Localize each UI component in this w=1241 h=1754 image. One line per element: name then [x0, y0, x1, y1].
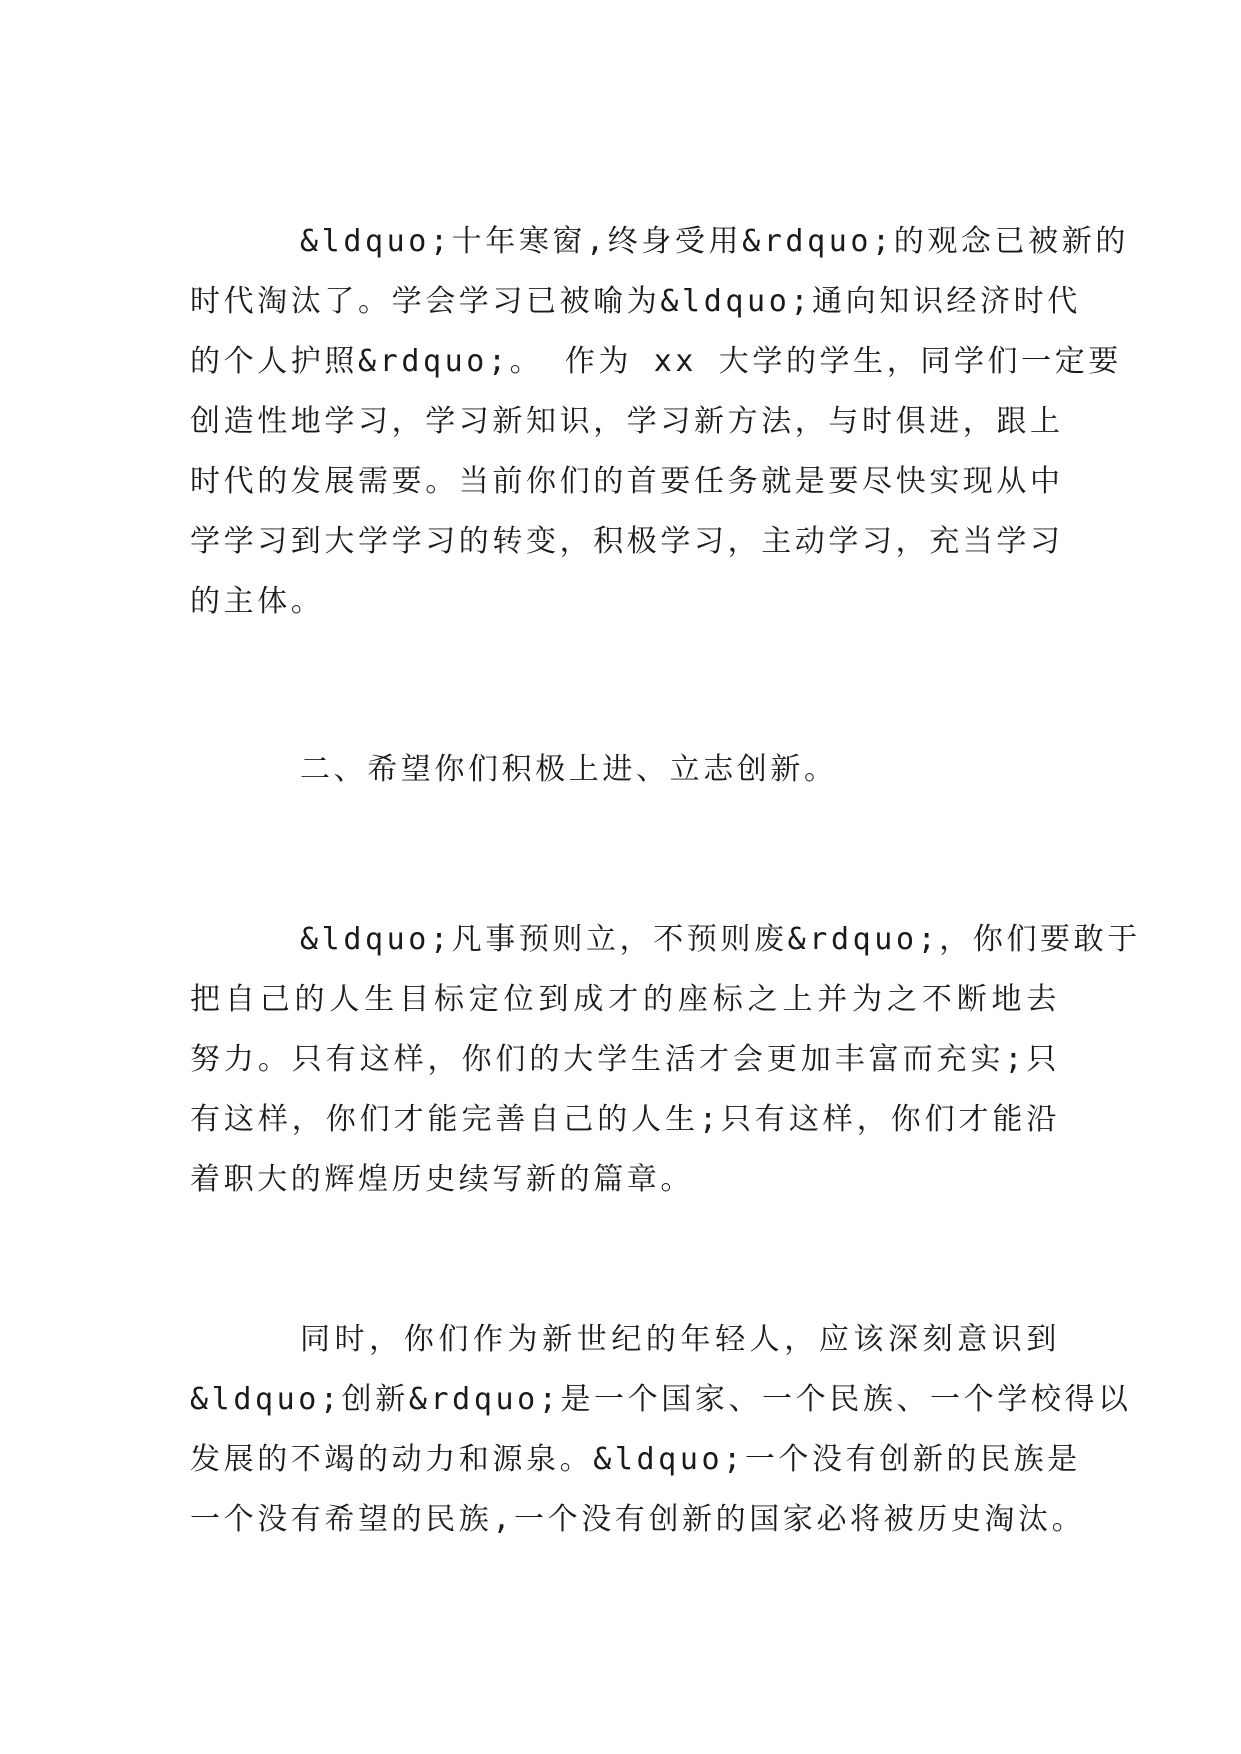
- paragraph-2: [190, 910, 1141, 1210]
- paragraph-line: &ldquo;凡事预则立，不预则废&rdquo;，你们要敢于: [300, 922, 1141, 957]
- paragraph-line: &ldquo;十年寒窗,终身受用&rdquo;的观念已被新的: [300, 224, 1129, 259]
- paragraph-line: &ldquo;创新&rdquo;是一个国家、一个民族、一个学校得以: [190, 1382, 1132, 1417]
- paragraph-line: 的个人护照&rdquo;。 作为 xx 大学的学生，同学们一定要: [190, 344, 1122, 379]
- paragraph-line: 有这样，你们才能完善自己的人生;只有这样，你们才能沿: [190, 1102, 1060, 1137]
- paragraph-line: 把自己的人生目标定位到成才的座标之上并为之不断地去: [190, 982, 1060, 1017]
- paragraph-line: 同时，你们作为新世纪的年轻人，应该深刻意识到: [300, 1322, 1060, 1357]
- section-heading: 二、希望你们积极上进、立志创新。: [300, 752, 838, 787]
- paragraph-1: [190, 212, 1129, 632]
- paragraph-line: 的主体。: [190, 584, 325, 619]
- paragraph-line: 时代淘汰了。学会学习已被喻为&ldquo;通向知识经济时代: [190, 284, 1081, 319]
- paragraph-line: 一个没有希望的民族,一个没有创新的国家必将被历史淘汰。: [190, 1502, 1086, 1537]
- paragraph-line: 发展的不竭的动力和源泉。&ldquo;一个没有创新的民族是: [190, 1442, 1081, 1477]
- paragraph-line: 努力。只有这样，你们的大学生活才会更加丰富而充实;只: [190, 1042, 1060, 1077]
- paragraph-line: 创造性地学习，学习新知识，学习新方法，与时俱进，跟上: [190, 404, 1064, 439]
- paragraph-line: 学学习到大学学习的转变，积极学习，主动学习，充当学习: [190, 524, 1064, 559]
- paragraph-3: [190, 1310, 1132, 1550]
- paragraph-line: 时代的发展需要。当前你们的首要任务就是要尽快实现从中: [190, 464, 1064, 499]
- paragraph-line: 着职大的辉煌历史续写新的篇章。: [190, 1162, 694, 1197]
